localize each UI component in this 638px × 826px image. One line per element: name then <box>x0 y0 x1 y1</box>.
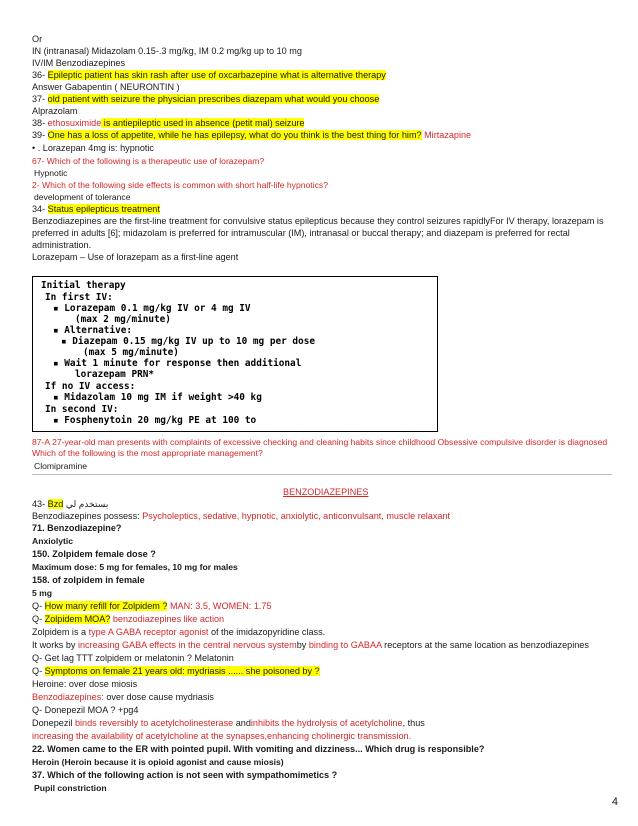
therapy-line: In second IV: <box>45 404 119 415</box>
text-line: Heroine: over dose miosis <box>32 679 138 689</box>
therapy-line: ▪ Lorazepam 0.1 mg/kg IV or 4 mg IV <box>53 303 251 314</box>
answer-37: Alprazolam <box>32 106 78 116</box>
question-34: 34- Status epilepticus treatment <box>32 204 160 214</box>
question-36: 36- Epileptic patient has skin rash after use of oxcarbazepine what is alternative therapy <box>32 70 386 80</box>
question-2: 2- Which of the following side effects is common with short half-life hypnotics? <box>32 180 328 190</box>
bullet-lorazepam: • . Lorazepan 4mg is: hypnotic <box>32 143 154 153</box>
text-line: Q- Get lag TTT zolpidem or melatonin ? Melatonin <box>32 653 234 663</box>
answer-67: Hypnotic <box>34 168 68 178</box>
question-moa: Q- Zolpidem MOA? benzodiazepines like action <box>32 614 225 624</box>
therapy-line: In first IV: <box>45 292 113 303</box>
paragraph-status-epilepticus: Benzodiazepines are the first-line treatment for convulsive status epilepticus because they control seizures rapidlyFor IV therapy, lorazepam is preferred in adults [6]; midazolam is preferred for intramuscular (IM), intranasal or buccal therapy; and diazepam is preferred for rectal administration. <box>32 216 604 250</box>
answer-37b: Pupil constriction <box>34 783 107 793</box>
therapy-line: ▪ Diazepam 0.15 mg/kg IV up to 10 mg per dose <box>61 336 315 347</box>
text-line: increasing the availability of acetylcholine at the synapses,enhancing cholinergic transmission. <box>32 731 412 741</box>
therapy-line: (max 5 mg/minute) <box>83 347 179 358</box>
text-line: Zolpidem is a type A GABA receptor agonist of the imidazopyridine class. <box>32 627 326 637</box>
answer-36: Answer Gabapentin ( NEURONTIN ) <box>32 82 180 92</box>
question-150: 150. Zolpidem female dose ? <box>32 549 156 559</box>
question-22: 22. Women came to the ER with pointed pupil. With vomiting and dizziness... Which drug is responsible? <box>32 744 485 754</box>
question-38: 38- ethosuximide is antiepileptic used in absence (petit mal) seizure <box>32 118 305 128</box>
question-67: 67- Which of the following is a therapeutic use of lorazepam? <box>32 156 265 166</box>
answer-150: Maximum dose: 5 mg for females, 10 mg for males <box>32 562 238 572</box>
text-line: Benzodiazepines possess: Psycholeptics, sedative, hypnotic, anxiolytic, anticonvulsant, muscle relaxant <box>32 511 451 521</box>
answer-87: Clomipramine <box>34 461 88 471</box>
therapy-line: If no IV access: <box>45 381 136 392</box>
answer-2: development of tolerance <box>34 192 131 202</box>
question-37: 37- old patient with seizure the physician prescribes diazepam what would you choose <box>32 94 380 104</box>
question-symptoms: Q- Symptoms on female 21 years old: mydriasis ...... she poisoned by ? <box>32 666 320 676</box>
divider <box>32 474 612 475</box>
text-line: IN (intranasal) Midazolam 0.15-.3 mg/kg, IM 0.2 mg/kg up to 10 mg <box>32 46 302 56</box>
question-37b: 37. Which of the following action is not seen with sympathomimetics ? <box>32 770 338 780</box>
therapy-line: (max 2 mg/minute) <box>75 314 171 325</box>
answer-71: Anxiolytic <box>32 536 74 546</box>
therapy-line: ▪ Midazolam 10 mg IM if weight >40 kg <box>53 392 262 403</box>
text-line: IV/IM Benzodiazepines <box>32 58 126 68</box>
section-heading: BENZODIAZEPINES <box>283 487 369 497</box>
therapy-line: ▪ Wait 1 minute for response then additional <box>53 358 302 369</box>
question-158: 158. of zolpidem in female <box>32 575 145 585</box>
therapy-line: ▪ Alternative: <box>53 325 133 336</box>
question-87: 87-A 27-year-old man presents with complaints of excessive checking and cleaning habits since childhood Obsessive compulsive disorder is diagnosed Which of the following is the most appropriate management? <box>32 437 608 458</box>
text-line: Benzodiazepines: over dose cause mydriasis <box>32 692 214 702</box>
question-71: 71. Benzodiazepine? <box>32 523 122 533</box>
question-43: 43- Bzd بستخدم لي <box>32 499 109 509</box>
page-number: 4 <box>611 796 618 808</box>
text-line: Lorazepam – Use of lorazepam as a first-line agent <box>32 252 239 262</box>
text-line: Or <box>32 34 43 44</box>
initial-therapy-table <box>32 276 438 432</box>
therapy-line: lorazepam PRN* <box>75 369 155 380</box>
text-line: Donepezil binds reversibly to acetylcholinesterase andinhibits the hydrolysis of acetylcholine, thus <box>32 718 425 728</box>
text-line: Q- Donepezil MOA ? +pg4 <box>32 705 139 715</box>
answer-22: Heroin (Heroin because it is opioid agonist and cause miosis) <box>32 757 284 767</box>
therapy-line: ▪ Fosphenytoin 20 mg/kg PE at 100 to <box>53 415 257 426</box>
answer-158: 5 mg <box>32 588 53 598</box>
text-line: It works by increasing GABA effects in the central nervous systemby binding to GABAA receptors at the same location as benzodiazepines <box>32 640 589 650</box>
question-39: 39- One has a loss of appetite, while he has epilepsy, what do you think is the best thing for him? Mirtazapine <box>32 130 472 140</box>
question-refill: Q- How many refill for Zolpidem ? MAN: 3.5, WOMEN: 1.75 <box>32 601 272 611</box>
therapy-title: Initial therapy <box>41 280 126 291</box>
